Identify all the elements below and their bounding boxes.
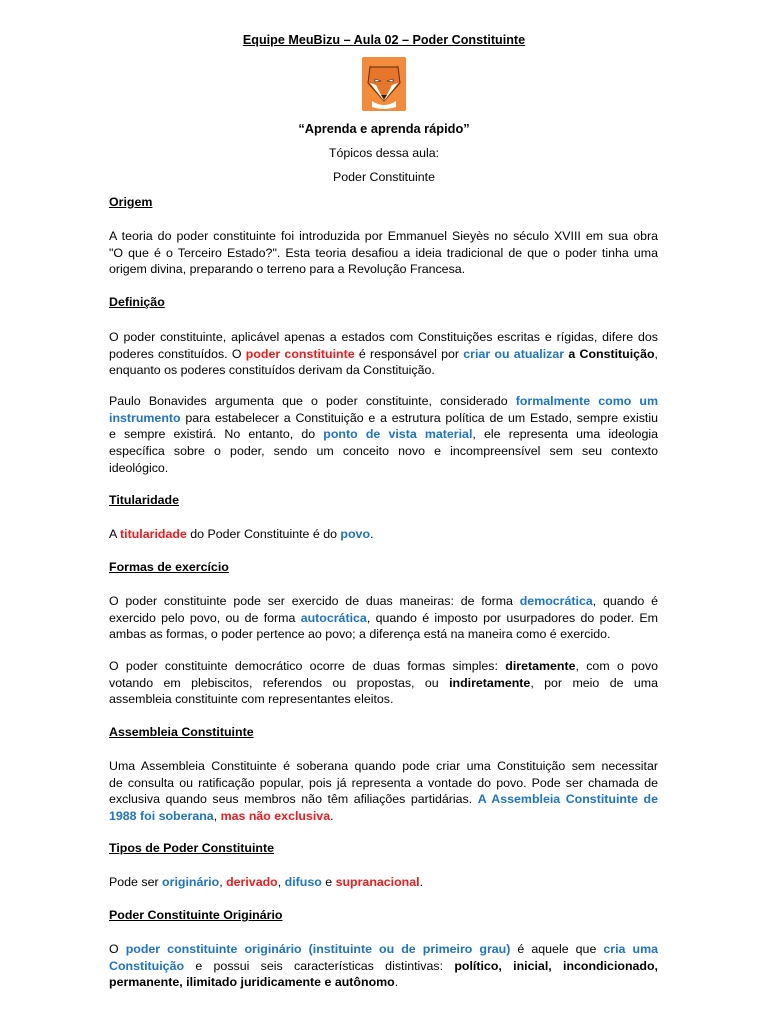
text-line: Pode ser originário, derivado, difuso e supranacional. [109,875,424,889]
text-line: e sempre existirá. No entanto, do ponto de vista material, ele representa uma ideologia [109,427,658,442]
paragraph-titularidade [109,526,658,543]
highlight-red: supranacional [335,875,420,889]
highlight-blue: criar ou atualizar [463,346,565,361]
paragraph-tipos [109,874,658,891]
document-title: Equipe MeuBizu – Aula 02 – Poder Constituinte [242,33,526,47]
heading-definicao: Definição [109,295,165,309]
highlight-red: titularidade [120,527,187,541]
text-line: exclusiva quando seus membros não têm afiliações partidárias. A Assembleia Constituinte de [109,792,658,807]
highlight-blue: originário [162,875,220,889]
highlight-bold: permanente, ilimitado juridicamente e autônomo [109,975,395,990]
heading-titularidade: Titularidade [109,493,179,507]
highlight-blue: formalmente como um [515,394,658,408]
text-line: enquanto os poderes constituídos derivam da Constituição. [109,363,435,378]
topics-label: Tópicos dessa aula: [328,146,440,160]
highlight-bold: político, inicial, incondicionado, [454,958,659,973]
text-line: assembleia constituinte com representantes eleitos. [109,692,394,707]
paragraph-definicao-2 [109,393,658,477]
text-line: instrumento para estabelecer a Constituição e a estrutura política de um Estado, sempre existiu [109,410,658,425]
text-line: poderes constituídos. O poder constituinte é responsável por criar ou atualizar a Constituição, [109,346,658,361]
paragraph-formas-1 [109,593,658,643]
text-line: exercido pelo povo, ou de forma autocrática, quando é imposto por usurpadores do poder. Em [109,610,658,625]
highlight-blue: A Assembleia Constituinte de [477,792,658,807]
text-line: ambas as formas, o poder pertence ao povo; a diferença está na maneira como é exercido. [109,627,611,642]
text-line: A teoria do poder constituinte foi introduzida por Emmanuel Sieyès no século XVIII em sua obra [109,229,658,243]
heading-originario: Poder Constituinte Originário [109,908,283,922]
highlight-bold: a Constituição [568,346,655,361]
highlight-blue: difuso [284,875,322,889]
text-line: ideológico. [109,460,169,475]
highlight-bold: indiretamente [449,675,531,690]
highlight-blue: instrumento [109,410,181,425]
paragraph-formas-2 [109,658,658,708]
highlight-blue: poder constituinte originário (instituinte ou de primeiro grau) [125,942,511,956]
text-line: específica sobre o poder, sendo um conceito novo e incompreensível sem seu contexto [109,444,658,459]
highlight-blue: democrática [519,594,593,608]
paragraph-origem [109,228,658,278]
fox-logo-icon [362,57,406,111]
text-line: O poder constituinte originário (instituinte ou de primeiro grau) é aquele que cria uma [109,942,658,956]
highlight-blue: cria uma [603,942,658,956]
text-line: O poder constituinte, aplicável apenas a estados com Constituições escritas e rígidas, difere dos [109,330,658,344]
text-line: origem divina, preparando o terreno para a Revolução Francesa. [109,262,466,277]
text-line: de consulta ou ratificação popular, pois já representa a vontade do povo. Pode ser chamada de [109,775,658,790]
highlight-blue: Constituição [109,958,185,973]
highlight-red: derivado [226,875,278,889]
highlight-red: mas não exclusiva [220,809,331,824]
highlight-red: poder constituinte [245,346,355,361]
topic-name: Poder Constituinte [333,170,435,184]
text-line: O poder constituinte democrático ocorre de duas formas simples: diretamente, com o povo [109,659,658,673]
highlight-bold: diretamente [505,659,576,673]
highlight-blue: 1988 foi soberana [109,809,214,824]
paragraph-assembleia [109,758,658,825]
text-line: O poder constituinte pode ser exercido de duas maneiras: de forma democrática, quando é [109,594,658,608]
text-line: "O que é o Terceiro Estado?". Esta teoria desafiou a ideia tradicional de que o poder tinha uma [109,245,658,260]
text-line: Paulo Bonavides argumenta que o poder constituinte, considerado formalmente como um [109,394,658,408]
text-line: Constituição e possui seis características distintivas: político, inicial, incondicionado, [109,958,659,973]
text-line: votando em plebiscitos, referendos ou propostas, ou indiretamente, por meio de uma [109,675,658,690]
highlight-blue: autocrática [300,610,367,625]
heading-formas: Formas de exercício [109,560,229,574]
paragraph-originario [109,941,658,991]
text-line: 1988 foi soberana, mas não exclusiva. [109,809,334,824]
heading-origem: Origem [109,195,153,209]
motto: “Aprenda e aprenda rápido” [298,121,470,136]
heading-tipos: Tipos de Poder Constituinte [109,841,274,855]
highlight-blue: povo [340,527,371,541]
text-line: Uma Assembleia Constituinte é soberana quando pode criar uma Constituição sem necessitar [109,759,658,773]
heading-assembleia: Assembleia Constituinte [109,725,254,739]
highlight-blue: ponto de vista material [323,427,473,442]
text-line: A titularidade do Poder Constituinte é do povo. [109,527,374,541]
paragraph-definicao-1 [109,329,658,379]
text-line: permanente, ilimitado juridicamente e autônomo. [109,975,399,990]
